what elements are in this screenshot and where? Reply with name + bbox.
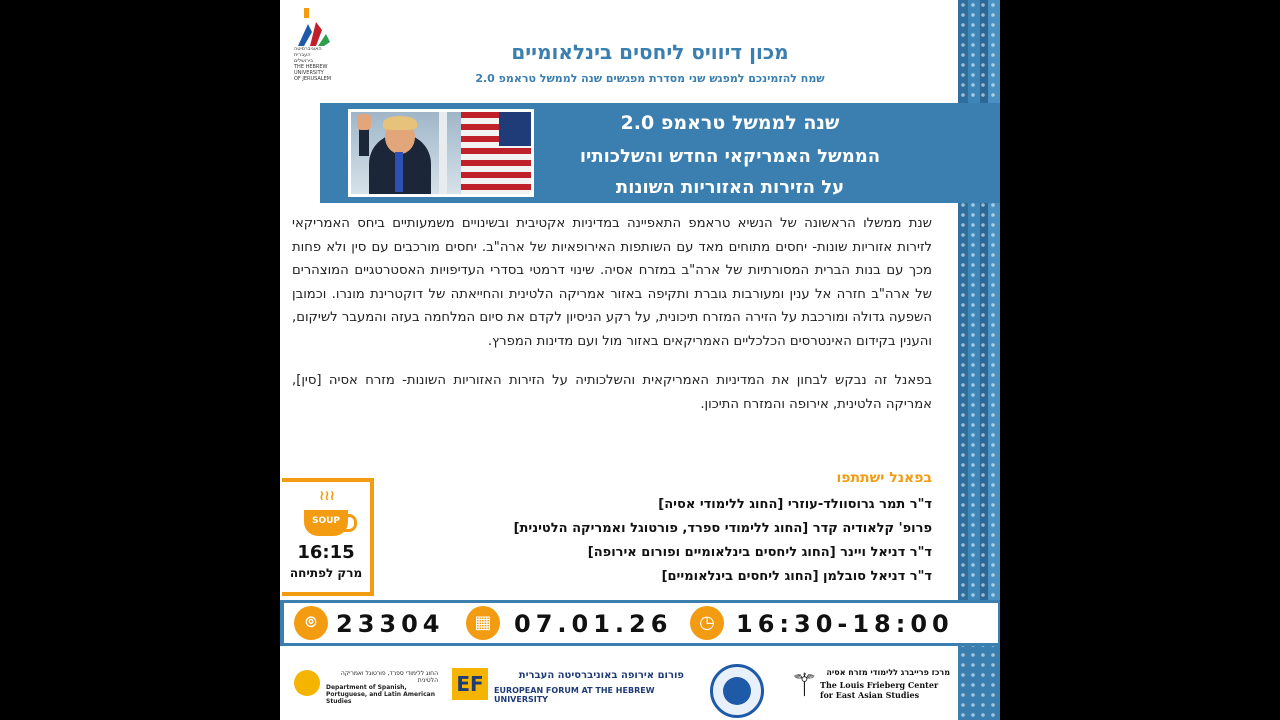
panelist-item: ד"ר תמר גרוסוולד-עוזרי [החוג ללימודי אסיה]: [658, 497, 932, 512]
panelist-item: פרופ' קלאודיה קדר [החוג ללימודי ספרד, פורטוגל ואמריקה הלטינית]: [513, 521, 932, 536]
poster: [280, 0, 1000, 720]
european-forum-name-en: EUROPEAN FORUM AT THE HEBREW UNIVERSITY: [494, 686, 655, 704]
panelist-list: [380, 493, 932, 589]
building-icon: ▦: [466, 606, 500, 640]
soup-time: 16:15: [297, 542, 355, 563]
sponsor-footer: [280, 650, 1000, 720]
logo-line: בירושלים: [294, 58, 314, 64]
institute-title: מכון דיוויס ליחסים בינלאומיים: [511, 40, 789, 64]
logo-line: THE HEBREW: [294, 64, 328, 70]
banner-subtitle-1: הממשל האמריקאי החדש והשלכותיו: [579, 146, 881, 167]
cup-handle: [344, 514, 357, 532]
event-time: 16:30-18:00: [736, 610, 954, 638]
raised-fist: [357, 114, 371, 130]
location-pin-icon: ⌾: [294, 606, 328, 640]
spanish-dept-name-en: Department of Spanish, Portuguese, and Latin American Studies: [326, 684, 435, 705]
seal-inner: [723, 677, 751, 705]
flag-canton: [499, 112, 531, 146]
banner-subtitle-2: על הזירות האזוריות השונות: [615, 177, 845, 198]
davis-institute-seal-icon: [710, 664, 764, 718]
spanish-dept-name-he: החוג ללימודי ספרד, פורטוגל ואמריקה הלטינית: [340, 670, 438, 684]
soup-cup-icon: [304, 510, 348, 536]
decorative-stripe: [958, 0, 1000, 600]
friebergs-center-name-he: מרכז פרייברג ללימודי מזרח אסיה: [826, 668, 950, 677]
flag-pole: [439, 112, 447, 194]
event-date: 07.01.26: [514, 610, 673, 638]
event-room: 23304: [336, 610, 445, 638]
logo-line: האוניברסיטה: [294, 46, 322, 52]
logo-line: OF JERUSALEM: [294, 76, 332, 82]
person-tie: [395, 152, 403, 192]
soup-label: מרק לפתיחה: [289, 566, 363, 580]
clock-icon: ◷: [690, 606, 724, 640]
european-forum-name-he: פורום אירופה באוניברסיטה העברית: [518, 670, 684, 681]
logo-line: העברית: [294, 52, 311, 58]
speaker-photo: [348, 109, 534, 197]
invitation-subtitle: שמח להזמינכם למפגש שני מסדרת מפגשים שנה לממשל טראמפ 2.0: [475, 72, 825, 85]
panelist-item: ד"ר דניאל ויינר [החוג ליחסים בינלאומיים ופורום אירופה]: [587, 545, 932, 560]
raised-arm: [359, 126, 369, 156]
logo-line: UNIVERSITY: [294, 70, 324, 76]
soup-box: [282, 478, 374, 596]
description-paragraph: בפאנל זה נבקש לבחון את המדיניות האמריקאית והשלכותיה על הזירות האזוריות השונות- מזרח אסיה [סין], אמריקה הלטינית, אירופה והמזרח התיכון.: [292, 373, 932, 412]
friebergs-center-symbol-icon: ⚚: [790, 666, 819, 704]
person-hair: [383, 116, 417, 130]
friebergs-center-name-en: The Louis Frieberg Center for East Asian Studies: [820, 680, 939, 700]
banner-title: שנה לממשל טראמפ 2.0: [620, 112, 840, 134]
description-paragraph: שנת ממשלו הראשונה של הנשיא טראמפ התאפיינה במדיניות אקטיבית ובשינויים משמעותיים ביחס האמריקאי לזירות אזוריות שונות- יחסים מתוחים מאד עם השותפות האירופאיות של ארה"ב. יחסים מורכבים עם סין ולא פחות מכך עם בנות הברית המסורתיות של ארה"ב במזרח אסיה. שינוי דרמטי בסדרי העדיפויות האסטרטגיים המוצהרים של ארה"ב חזרה אל ענין ומעורבות גוברת ותקיפה באזור אמריקה הלטינית והחייאתה של דוקטרינת מונרו. וכמובן השפעה גדולה ומורכבת על הזירה המזרח תיכונית, על רקע הניסיון לקדם את סיום המלחמה בעזה והמעבר לשיקום, והענין בקידום האינטרסים הכלכליים האמריקאים באזור מול ועם מדינות המפרץ.: [292, 216, 932, 349]
university-name: [294, 46, 340, 82]
sun-logo-icon: [294, 670, 320, 696]
event-description: [292, 212, 932, 432]
soup-cup-label: SOUP: [311, 516, 341, 526]
steam-icon: ≀≀≀: [319, 488, 335, 504]
panel-heading: בפאנל ישתתפו: [836, 470, 932, 486]
ef-logo-icon: EF: [452, 668, 488, 700]
panelist-item: ד"ר דניאל סובלמן [החוג ליחסים בינלאומיים]: [661, 569, 932, 584]
